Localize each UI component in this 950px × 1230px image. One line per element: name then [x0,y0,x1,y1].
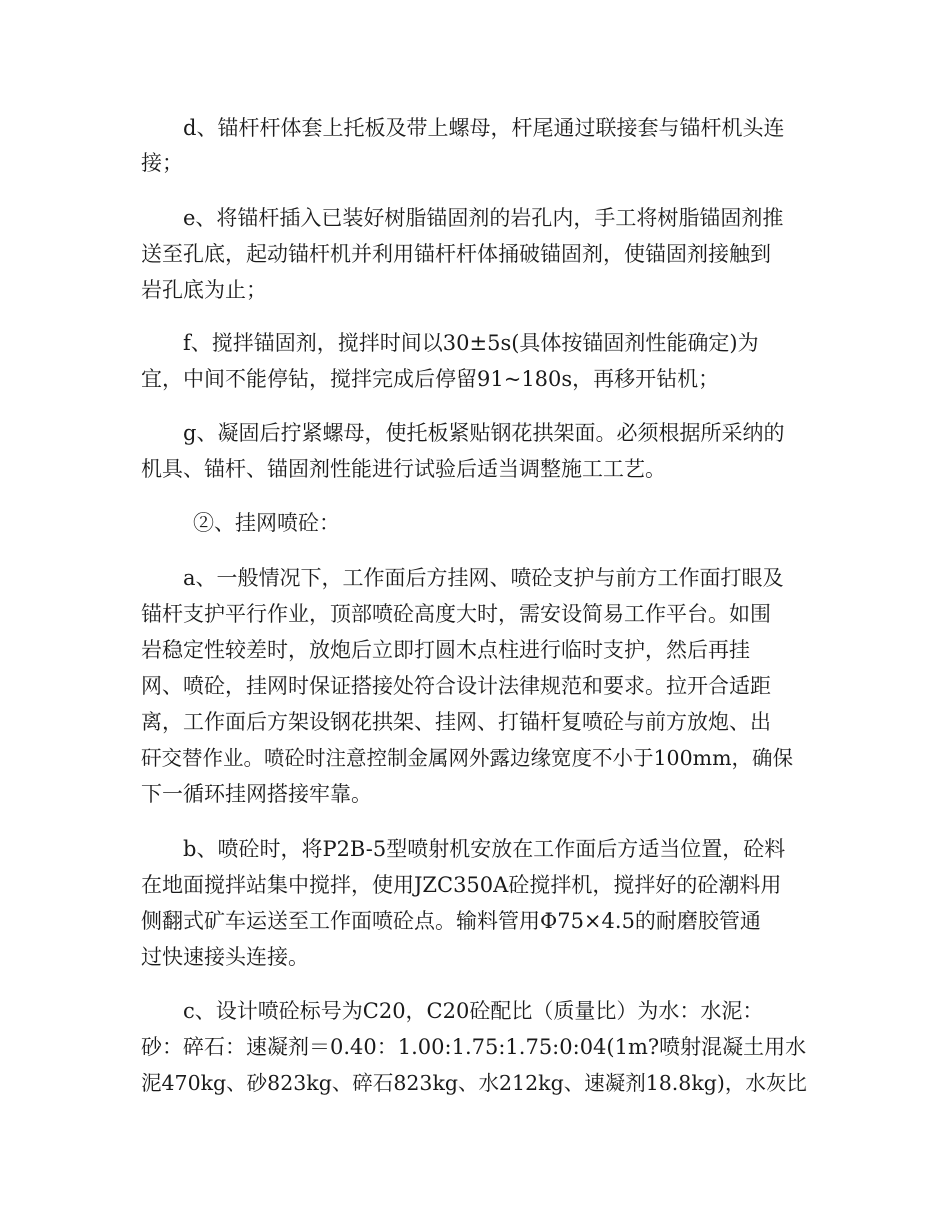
step-f-line-1: f、搅拌锚固剂，搅拌时间以30±5s(具体按锚固剂性能确定)为 [183,331,759,355]
step-a-line-7: 下一循环挂网搭接牢靠。 [141,782,372,806]
step-a-line-1: a、一般情况下，工作面后方挂网、喷砼支护与前方工作面打眼及 [183,566,784,590]
step-a-line-4: 网、喷砼，挂网时保证搭接处符合设计法律规范和要求。拉开合适距 [141,674,771,698]
step-b-line-3: 侧翻式矿车运送至工作面喷砼点。输料管用Φ75×4.5的耐磨胶管通 [141,909,761,933]
step-c-line-2: 砂：碎石：速凝剂＝0.40：1.00:1.75:1.75:0:04(1m?喷射混凝土用水 [141,1035,807,1059]
step-b-line-4: 过快速接头连接。 [141,945,309,969]
step-a-line-6: 矸交替作业。喷砼时注意控制金属网外露边缘宽度不小于100mm，确保 [141,746,794,770]
step-a-line-5: 离，工作面后方架设钢花拱架、挂网、打锚杆复喷砼与前方放炮、出 [141,710,771,734]
section-heading-mesh-shotcrete: ②、挂网喷砼： [193,511,340,535]
step-b-line-1: b、喷砼时，将P2B-5型喷射机安放在工作面后方适当位置，砼料 [183,837,786,861]
step-e-line-1: e、将锚杆插入已装好树脂锚固剂的岩孔内，手工将树脂锚固剂推 [183,206,784,230]
step-e-line-2: 送至孔底，起动锚杆机并利用锚杆杆体捅破锚固剂，使锚固剂接触到 [141,242,771,266]
step-a-line-2: 锚杆支护平行作业，顶部喷砼高度大时，需安设简易工作平台。如围 [141,602,771,626]
step-d-line-2: 接； [141,151,183,175]
step-a-line-3: 岩稳定性较差时，放炮后立即打圆木点柱进行临时支护，然后再挂 [141,638,750,662]
step-b-line-2: 在地面搅拌站集中搅拌，使用JZC350A砼搅拌机，搅拌好的砼潮料用 [141,873,782,897]
step-e-line-3: 岩孔底为止； [141,278,267,302]
step-d-line-1: d、锚杆杆体套上托板及带上螺母，杆尾通过联接套与锚杆机头连 [183,116,785,140]
step-g-line-2: 机具、锚杆、锚固剂性能进行试验后适当调整施工工艺。 [141,457,666,481]
step-f-line-2: 宜，中间不能停钻，搅拌完成后停留91~180s，再移开钻机； [141,367,720,391]
step-c-line-1: c、设计喷砼标号为C20，C20砼配比（质量比）为水：水泥： [183,999,764,1023]
step-g-line-1: g、凝固后拧紧螺母，使托板紧贴钢花拱架面。必须根据所采纳的 [183,421,785,445]
step-c-line-3: 泥470kg、砂823kg、碎石823kg、水212kg、速凝剂18.8kg)，水灰比 [141,1071,807,1095]
